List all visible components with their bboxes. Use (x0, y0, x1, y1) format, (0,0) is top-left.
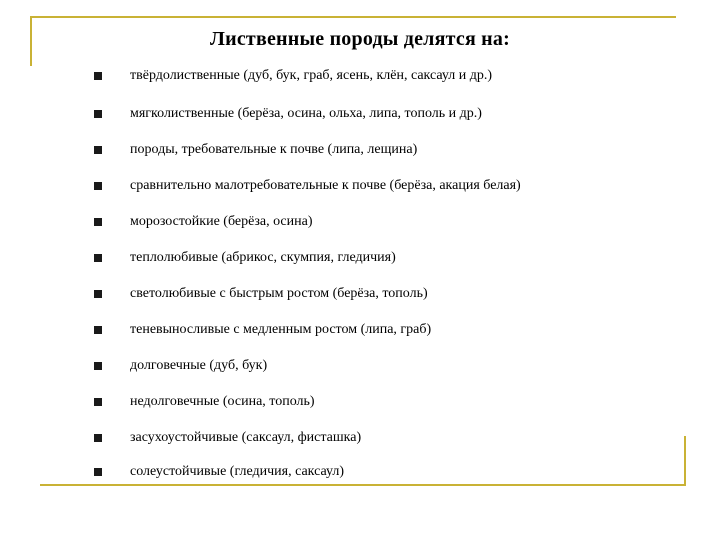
square-bullet-icon (94, 254, 102, 262)
square-bullet-icon (94, 218, 102, 226)
list-item (94, 248, 694, 268)
list-item-text: морозостойкие (берёза, осина) (130, 214, 313, 229)
square-bullet-icon (94, 434, 102, 442)
list-item (94, 320, 694, 340)
square-bullet-icon (94, 182, 102, 190)
square-bullet-icon (94, 72, 102, 80)
square-bullet-icon (94, 362, 102, 370)
square-bullet-icon (94, 110, 102, 118)
list-item-text: сравнительно малотребовательные к почве (берёза, акация белая) (130, 178, 521, 193)
square-bullet-icon (94, 290, 102, 298)
list-item-text: засухоустойчивые (саксаул, фисташка) (130, 430, 362, 445)
list-item-text: породы, требовательные к почве (липа, лещина) (130, 142, 418, 157)
list-item (94, 392, 694, 412)
list-item-text: теневыносливые с медленным ростом (липа, граб) (130, 322, 432, 337)
square-bullet-icon (94, 398, 102, 406)
square-bullet-icon (94, 146, 102, 154)
list-item-text: недолговечные (осина, тополь) (130, 394, 315, 409)
slide-title: Лиственные породы делятся на: (210, 28, 510, 50)
list-item-text: долговечные (дуб, бук) (130, 358, 268, 373)
square-bullet-icon (94, 468, 102, 476)
square-bullet-icon (94, 326, 102, 334)
list-item (94, 212, 694, 232)
list-item-text: светолюбивые с быстрым ростом (берёза, тополь) (130, 286, 428, 301)
list-item (94, 140, 694, 160)
list-item (94, 428, 694, 448)
list-item (94, 284, 694, 304)
list-item-text: теплолюбивые (абрикос, скумпия, гледичия) (130, 250, 396, 265)
list-item-text: твёрдолиственные (дуб, бук, граб, ясень, клён, саксаул и др.) (130, 68, 493, 83)
list-item (94, 104, 694, 124)
list-item-text: мягколиственные (берёза, осина, ольха, липа, тополь и др.) (130, 106, 482, 121)
list-item (94, 66, 694, 86)
list-item (94, 176, 694, 196)
list-item-text: солеустойчивые (гледичия, саксаул) (130, 464, 345, 479)
list-item (94, 356, 694, 376)
list-item (94, 462, 694, 482)
